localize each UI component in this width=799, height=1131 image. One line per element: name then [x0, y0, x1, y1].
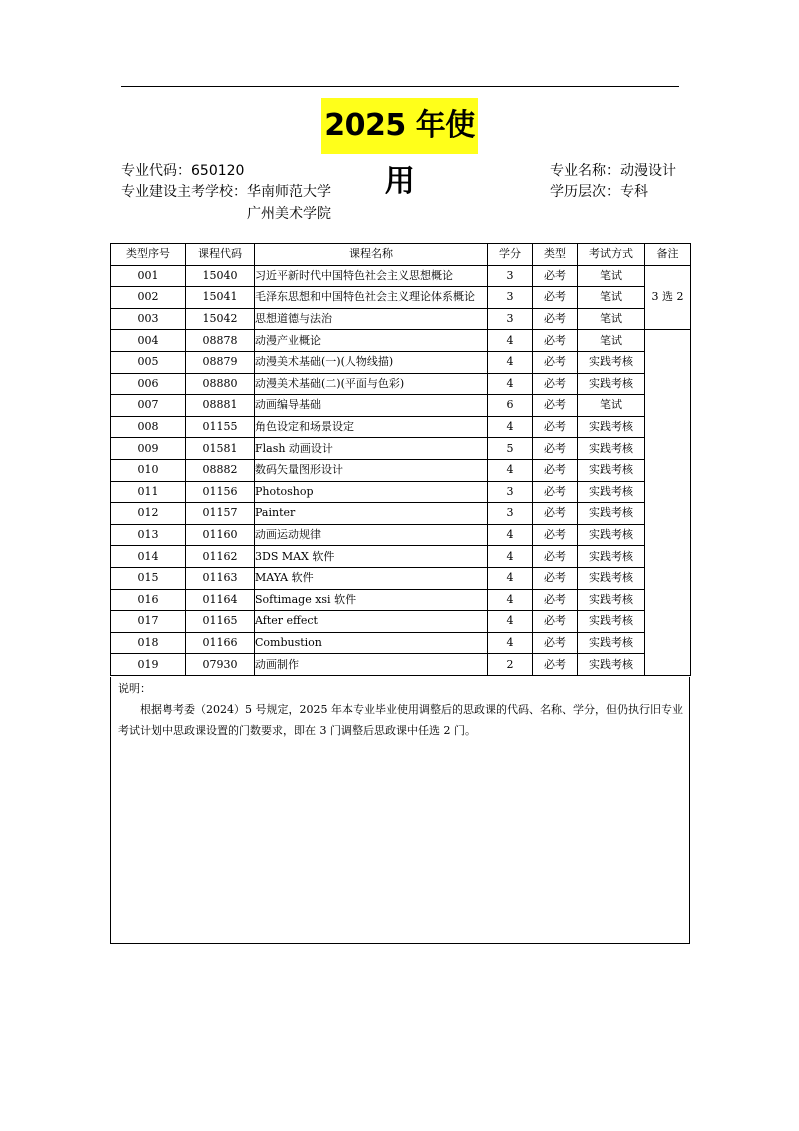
cell-type: 必考 [533, 611, 578, 633]
cell-course-name: Flash 动画设计 [255, 438, 488, 460]
cell-course-name: 动画制作 [255, 654, 488, 676]
cell-seq: 013 [111, 524, 186, 546]
table-row [111, 632, 691, 654]
cell-credits: 3 [488, 503, 533, 525]
cell-code: 01166 [186, 632, 255, 654]
table-row [111, 503, 691, 525]
cell-type: 必考 [533, 330, 578, 352]
cell-exam-method: 实践考核 [578, 611, 645, 633]
cell-seq: 019 [111, 654, 186, 676]
header-remark: 备注 [645, 244, 691, 266]
cell-type: 必考 [533, 438, 578, 460]
cell-exam-method: 实践考核 [578, 351, 645, 373]
cell-type: 必考 [533, 351, 578, 373]
notes-box [110, 677, 690, 944]
header-credits: 学分 [488, 244, 533, 266]
table-row [111, 308, 691, 330]
cell-credits: 4 [488, 330, 533, 352]
cell-exam-method: 实践考核 [578, 438, 645, 460]
cell-code: 01160 [186, 524, 255, 546]
cell-credits: 4 [488, 416, 533, 438]
cell-type: 必考 [533, 395, 578, 417]
cell-seq: 010 [111, 459, 186, 481]
cell-course-name: Softimage xsi 软件 [255, 589, 488, 611]
cell-exam-method: 实践考核 [578, 416, 645, 438]
cell-course-name: 3DS MAX 软件 [255, 546, 488, 568]
cell-exam-method: 笔试 [578, 287, 645, 309]
cell-credits: 6 [488, 395, 533, 417]
cell-credits: 4 [488, 524, 533, 546]
host-school-label: 专业建设主考学校： [121, 184, 247, 200]
cell-seq: 007 [111, 395, 186, 417]
notes-title: 说明： [118, 682, 151, 695]
table-row [111, 567, 691, 589]
cell-type: 必考 [533, 416, 578, 438]
cell-course-name: After effect [255, 611, 488, 633]
cell-code: 01165 [186, 611, 255, 633]
notes-text: 根据粤考委（2024）5 号规定，2025 年本专业毕业使用调整后的思政课的代码、名称、学分，但仍执行旧专业考试计划中思政课设置的门数要求，即在 3 门调整后思政课中任选 2 门。 [118, 703, 683, 737]
header-course-name: 课程名称 [255, 244, 488, 266]
cell-seq: 009 [111, 438, 186, 460]
cell-seq: 015 [111, 567, 186, 589]
table-row [111, 373, 691, 395]
cell-credits: 4 [488, 632, 533, 654]
cell-credits: 4 [488, 611, 533, 633]
cell-code: 01155 [186, 416, 255, 438]
cell-type: 必考 [533, 308, 578, 330]
cell-credits: 4 [488, 567, 533, 589]
major-name-value: 动漫设计 [620, 163, 676, 179]
cell-course-name: MAYA 软件 [255, 567, 488, 589]
table-header-row [111, 244, 691, 266]
cell-seq: 004 [111, 330, 186, 352]
cell-exam-method: 实践考核 [578, 524, 645, 546]
host-school [121, 183, 331, 201]
cell-type: 必考 [533, 654, 578, 676]
cell-course-name: 角色设定和场景设定 [255, 416, 488, 438]
cell-exam-method: 实践考核 [578, 654, 645, 676]
table-row [111, 351, 691, 373]
table-row [111, 438, 691, 460]
table-row [111, 330, 691, 352]
major-code-value: 650120 [191, 163, 245, 179]
cell-code: 08879 [186, 351, 255, 373]
cell-credits: 4 [488, 459, 533, 481]
table-row [111, 481, 691, 503]
cell-credits: 3 [488, 287, 533, 309]
cell-credits: 5 [488, 438, 533, 460]
cell-course-name: 动漫美术基础(二)(平面与色彩) [255, 373, 488, 395]
table-row [111, 265, 691, 287]
cell-code: 01164 [186, 589, 255, 611]
cell-course-name: Combustion [255, 632, 488, 654]
cell-course-name: 数码矢量图形设计 [255, 459, 488, 481]
cell-seq: 016 [111, 589, 186, 611]
cell-credits: 4 [488, 546, 533, 568]
host-school-1: 华南师范大学 [247, 184, 331, 200]
cell-course-name: 思想道德与法治 [255, 308, 488, 330]
cell-seq: 012 [111, 503, 186, 525]
cell-credits: 3 [488, 481, 533, 503]
cell-type: 必考 [533, 265, 578, 287]
cell-exam-method: 笔试 [578, 265, 645, 287]
cell-seq: 005 [111, 351, 186, 373]
cell-exam-method: 实践考核 [578, 632, 645, 654]
cell-credits: 4 [488, 589, 533, 611]
host-school-2: 广州美术学院 [247, 206, 331, 222]
cell-code: 08881 [186, 395, 255, 417]
table-row [111, 589, 691, 611]
cell-type: 必考 [533, 524, 578, 546]
cell-type: 必考 [533, 503, 578, 525]
cell-exam-method: 实践考核 [578, 481, 645, 503]
cell-code: 15041 [186, 287, 255, 309]
cell-credits: 2 [488, 654, 533, 676]
cell-seq: 008 [111, 416, 186, 438]
major-code-label: 专业代码： [121, 163, 191, 179]
cell-type: 必考 [533, 589, 578, 611]
cell-seq: 018 [111, 632, 186, 654]
major-name-label: 专业名称： [550, 163, 620, 179]
cell-course-name: 动画编导基础 [255, 395, 488, 417]
major-name [550, 162, 676, 180]
cell-exam-method: 实践考核 [578, 589, 645, 611]
course-table [110, 243, 691, 676]
cell-type: 必考 [533, 481, 578, 503]
top-rule [121, 86, 679, 87]
education-level-value: 专科 [620, 184, 648, 200]
cell-code: 01156 [186, 481, 255, 503]
cell-code: 01581 [186, 438, 255, 460]
cell-code: 08878 [186, 330, 255, 352]
major-code [121, 162, 244, 180]
cell-course-name: 动漫产业概论 [255, 330, 488, 352]
cell-seq: 014 [111, 546, 186, 568]
cell-exam-method: 实践考核 [578, 459, 645, 481]
table-row [111, 654, 691, 676]
header-exam-method: 考试方式 [578, 244, 645, 266]
cell-type: 必考 [533, 459, 578, 481]
cell-course-name: 动漫美术基础(一)(人物线描) [255, 351, 488, 373]
table-row [111, 459, 691, 481]
cell-credits: 3 [488, 308, 533, 330]
cell-type: 必考 [533, 546, 578, 568]
cell-course-name: 习近平新时代中国特色社会主义思想概论 [255, 265, 488, 287]
cell-type: 必考 [533, 632, 578, 654]
table-row [111, 395, 691, 417]
table-row [111, 287, 691, 309]
cell-code: 01163 [186, 567, 255, 589]
cell-course-name: 毛泽东思想和中国特色社会主义理论体系概论 [255, 287, 488, 309]
cell-seq: 001 [111, 265, 186, 287]
cell-code: 07930 [186, 654, 255, 676]
cell-type: 必考 [533, 287, 578, 309]
education-level-label: 学历层次： [550, 184, 620, 200]
page-title: 2025 年使用 [321, 98, 478, 154]
cell-code: 08880 [186, 373, 255, 395]
header-code: 课程代码 [186, 244, 255, 266]
header-seq: 类型序号 [111, 244, 186, 266]
cell-course-name: Photoshop [255, 481, 488, 503]
cell-seq: 006 [111, 373, 186, 395]
table-row [111, 611, 691, 633]
cell-exam-method: 笔试 [578, 395, 645, 417]
cell-seq: 002 [111, 287, 186, 309]
cell-type: 必考 [533, 567, 578, 589]
cell-exam-method: 实践考核 [578, 373, 645, 395]
cell-course-name: 动画运动规律 [255, 524, 488, 546]
cell-credits: 4 [488, 351, 533, 373]
cell-code: 15042 [186, 308, 255, 330]
cell-seq: 017 [111, 611, 186, 633]
cell-exam-method: 实践考核 [578, 567, 645, 589]
cell-course-name: Painter [255, 503, 488, 525]
cell-credits: 4 [488, 373, 533, 395]
cell-exam-method: 笔试 [578, 330, 645, 352]
header-type: 类型 [533, 244, 578, 266]
cell-seq: 003 [111, 308, 186, 330]
table-row [111, 416, 691, 438]
cell-remark-group: 3 选 2 [645, 265, 691, 330]
table-row [111, 546, 691, 568]
cell-exam-method: 笔试 [578, 308, 645, 330]
table-row [111, 524, 691, 546]
cell-type: 必考 [533, 373, 578, 395]
cell-credits: 3 [488, 265, 533, 287]
cell-code: 01162 [186, 546, 255, 568]
cell-exam-method: 实践考核 [578, 546, 645, 568]
cell-code: 08882 [186, 459, 255, 481]
cell-remark-empty [645, 330, 691, 676]
education-level [550, 183, 648, 201]
cell-code: 15040 [186, 265, 255, 287]
cell-code: 01157 [186, 503, 255, 525]
cell-seq: 011 [111, 481, 186, 503]
cell-exam-method: 实践考核 [578, 503, 645, 525]
